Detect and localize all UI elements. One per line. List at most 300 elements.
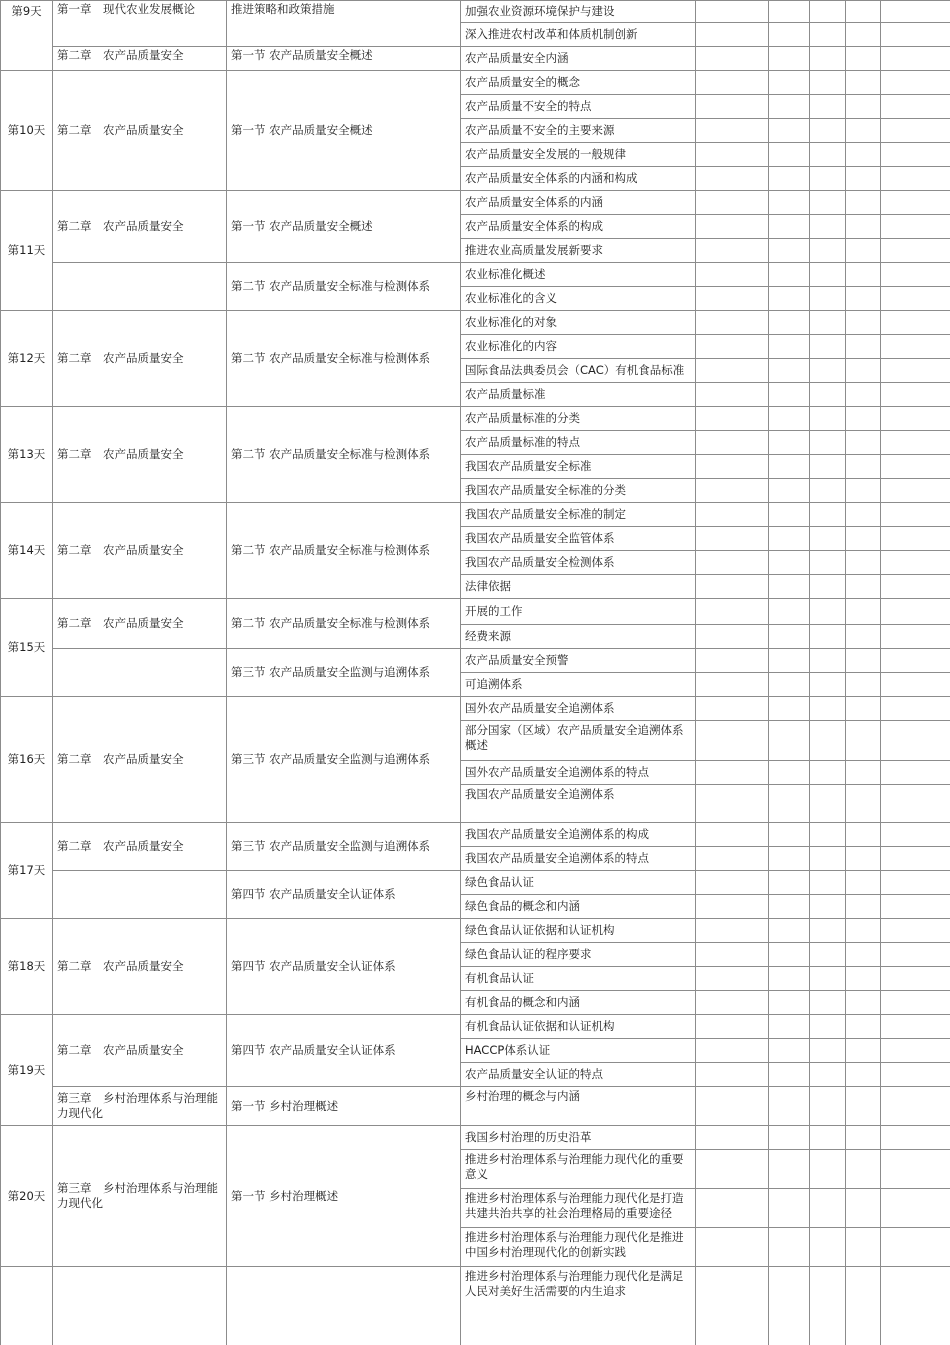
- check-cell[interactable]: [881, 1087, 950, 1126]
- check-cell[interactable]: [769, 649, 810, 673]
- check-cell[interactable]: [846, 943, 881, 967]
- check-cell[interactable]: [881, 1228, 950, 1267]
- check-cell[interactable]: [881, 1150, 950, 1189]
- check-cell[interactable]: [881, 1039, 950, 1063]
- check-cell[interactable]: [881, 527, 950, 551]
- check-cell[interactable]: [881, 575, 950, 599]
- topic-cell: 加强农业资源环境保护与建设: [461, 1, 696, 23]
- section-cell: 第一节 农产品质量安全概述: [227, 71, 461, 191]
- check-cell[interactable]: [696, 1039, 769, 1063]
- check-cell[interactable]: [881, 71, 950, 95]
- check-cell[interactable]: [881, 1, 950, 23]
- check-cell[interactable]: [769, 1150, 810, 1189]
- check-cell[interactable]: [846, 721, 881, 761]
- check-cell[interactable]: [769, 455, 810, 479]
- check-cell[interactable]: [846, 871, 881, 895]
- check-cell[interactable]: [810, 967, 846, 991]
- check-cell[interactable]: [769, 215, 810, 239]
- check-cell[interactable]: [696, 919, 769, 943]
- check-cell[interactable]: [846, 119, 881, 143]
- check-cell[interactable]: [769, 823, 810, 847]
- check-cell[interactable]: [846, 287, 881, 311]
- check-cell[interactable]: [881, 239, 950, 263]
- check-cell[interactable]: [769, 383, 810, 407]
- check-cell[interactable]: [769, 47, 810, 71]
- check-cell[interactable]: [769, 71, 810, 95]
- check-cell[interactable]: [846, 71, 881, 95]
- section-cell: [227, 1267, 461, 1345]
- check-cell[interactable]: [846, 697, 881, 721]
- check-cell[interactable]: [881, 23, 950, 47]
- check-cell[interactable]: [769, 119, 810, 143]
- check-cell[interactable]: [846, 431, 881, 455]
- topic-cell: 我国农产品质量安全追溯体系的特点: [461, 847, 696, 871]
- check-cell[interactable]: [810, 71, 846, 95]
- topic-cell: 农产品质量安全的概念: [461, 71, 696, 95]
- check-cell[interactable]: [846, 383, 881, 407]
- topic-cell: 农产品质量安全内涵: [461, 47, 696, 71]
- check-cell[interactable]: [769, 599, 810, 625]
- check-cell[interactable]: [769, 407, 810, 431]
- check-cell[interactable]: [696, 263, 769, 287]
- check-cell[interactable]: [810, 191, 846, 215]
- section-cell: 第二节 农产品质量安全标准与检测体系: [227, 311, 461, 407]
- table-row: [1, 871, 950, 895]
- check-cell[interactable]: [696, 1189, 769, 1228]
- topic-cell: 国外农产品质量安全追溯体系的特点: [461, 761, 696, 785]
- check-cell[interactable]: [810, 167, 846, 191]
- check-cell[interactable]: [696, 673, 769, 697]
- topic-cell: 我国农产品质量安全标准的制定: [461, 503, 696, 527]
- check-cell[interactable]: [881, 847, 950, 871]
- day-cell: 第11天: [1, 191, 53, 311]
- check-cell[interactable]: [881, 895, 950, 919]
- check-cell[interactable]: [810, 1267, 846, 1345]
- check-cell[interactable]: [810, 721, 846, 761]
- check-cell[interactable]: [769, 143, 810, 167]
- check-cell[interactable]: [810, 1039, 846, 1063]
- topic-cell: 深入推进农村改革和体质机制创新: [461, 23, 696, 47]
- check-cell[interactable]: [769, 311, 810, 335]
- table-row: [1, 71, 950, 95]
- section-cell: 第二节 农产品质量安全标准与检测体系: [227, 407, 461, 503]
- check-cell[interactable]: [810, 455, 846, 479]
- check-cell[interactable]: [810, 479, 846, 503]
- check-cell[interactable]: [696, 1228, 769, 1267]
- check-cell[interactable]: [769, 551, 810, 575]
- check-cell[interactable]: [696, 697, 769, 721]
- check-cell[interactable]: [846, 215, 881, 239]
- check-cell[interactable]: [846, 1087, 881, 1126]
- check-cell[interactable]: [810, 143, 846, 167]
- check-cell[interactable]: [881, 625, 950, 649]
- check-cell[interactable]: [810, 991, 846, 1015]
- check-cell[interactable]: [696, 119, 769, 143]
- check-cell[interactable]: [696, 785, 769, 823]
- day-cell: [1, 1267, 53, 1345]
- check-cell[interactable]: [769, 943, 810, 967]
- check-cell[interactable]: [810, 23, 846, 47]
- check-cell[interactable]: [810, 895, 846, 919]
- check-cell[interactable]: [696, 625, 769, 649]
- check-cell[interactable]: [810, 215, 846, 239]
- check-cell[interactable]: [810, 575, 846, 599]
- check-cell[interactable]: [696, 71, 769, 95]
- check-cell[interactable]: [696, 649, 769, 673]
- table-row: [1, 407, 950, 431]
- check-cell[interactable]: [810, 1228, 846, 1267]
- check-cell[interactable]: [696, 335, 769, 359]
- day-cell: 第19天: [1, 1015, 53, 1126]
- section-cell: 第一节 农产品质量安全概述: [227, 191, 461, 263]
- table-row: [1, 1087, 950, 1126]
- check-cell[interactable]: [881, 919, 950, 943]
- check-cell[interactable]: [810, 919, 846, 943]
- check-cell[interactable]: [810, 847, 846, 871]
- check-cell[interactable]: [769, 359, 810, 383]
- check-cell[interactable]: [696, 431, 769, 455]
- check-cell[interactable]: [846, 967, 881, 991]
- check-cell[interactable]: [810, 673, 846, 697]
- check-cell[interactable]: [769, 721, 810, 761]
- check-cell[interactable]: [846, 1228, 881, 1267]
- check-cell[interactable]: [846, 23, 881, 47]
- check-cell[interactable]: [846, 1039, 881, 1063]
- check-cell[interactable]: [769, 967, 810, 991]
- check-cell[interactable]: [881, 943, 950, 967]
- check-cell[interactable]: [881, 95, 950, 119]
- topic-cell: 农产品质量安全发展的一般规律: [461, 143, 696, 167]
- check-cell[interactable]: [846, 143, 881, 167]
- topic-cell: 开展的工作: [461, 599, 696, 625]
- check-cell[interactable]: [881, 431, 950, 455]
- check-cell[interactable]: [696, 1150, 769, 1189]
- check-cell[interactable]: [769, 871, 810, 895]
- check-cell[interactable]: [881, 1015, 950, 1039]
- check-cell[interactable]: [769, 1039, 810, 1063]
- check-cell[interactable]: [769, 479, 810, 503]
- check-cell[interactable]: [881, 721, 950, 761]
- check-cell[interactable]: [696, 599, 769, 625]
- check-cell[interactable]: [881, 215, 950, 239]
- table-row: [1, 1, 950, 23]
- check-cell[interactable]: [696, 143, 769, 167]
- topic-cell: 绿色食品认证的程序要求: [461, 943, 696, 967]
- check-cell[interactable]: [769, 1087, 810, 1126]
- topic-cell: 推进乡村治理体系与治理能力现代化是推进中国乡村治理现代化的创新实践: [461, 1228, 696, 1267]
- check-cell[interactable]: [769, 847, 810, 871]
- topic-cell: 绿色食品认证: [461, 871, 696, 895]
- check-cell[interactable]: [846, 1015, 881, 1039]
- check-cell[interactable]: [846, 599, 881, 625]
- check-cell[interactable]: [881, 167, 950, 191]
- check-cell[interactable]: [881, 673, 950, 697]
- check-cell[interactable]: [810, 1, 846, 23]
- check-cell[interactable]: [696, 407, 769, 431]
- check-cell[interactable]: [881, 697, 950, 721]
- check-cell[interactable]: [881, 455, 950, 479]
- check-cell[interactable]: [696, 191, 769, 215]
- table-row: [1, 1126, 950, 1150]
- check-cell[interactable]: [769, 431, 810, 455]
- check-cell[interactable]: [769, 239, 810, 263]
- check-cell[interactable]: [881, 359, 950, 383]
- check-cell[interactable]: [846, 761, 881, 785]
- check-cell[interactable]: [810, 527, 846, 551]
- check-cell[interactable]: [810, 503, 846, 527]
- check-cell[interactable]: [810, 1126, 846, 1150]
- check-cell[interactable]: [769, 673, 810, 697]
- table-row: [1, 919, 950, 943]
- check-cell[interactable]: [769, 1126, 810, 1150]
- check-cell[interactable]: [810, 119, 846, 143]
- check-cell[interactable]: [769, 503, 810, 527]
- check-cell[interactable]: [881, 503, 950, 527]
- check-cell[interactable]: [769, 991, 810, 1015]
- check-cell[interactable]: [810, 1150, 846, 1189]
- check-cell[interactable]: [696, 239, 769, 263]
- check-cell[interactable]: [810, 431, 846, 455]
- check-cell[interactable]: [846, 1063, 881, 1087]
- check-cell[interactable]: [881, 143, 950, 167]
- check-cell[interactable]: [769, 1228, 810, 1267]
- check-cell[interactable]: [810, 649, 846, 673]
- check-cell[interactable]: [846, 503, 881, 527]
- check-cell[interactable]: [846, 991, 881, 1015]
- check-cell[interactable]: [810, 407, 846, 431]
- check-cell[interactable]: [696, 215, 769, 239]
- check-cell[interactable]: [696, 23, 769, 47]
- check-cell[interactable]: [846, 455, 881, 479]
- check-cell[interactable]: [846, 575, 881, 599]
- check-cell[interactable]: [846, 95, 881, 119]
- check-cell[interactable]: [810, 359, 846, 383]
- check-cell[interactable]: [696, 1087, 769, 1126]
- check-cell[interactable]: [769, 761, 810, 785]
- check-cell[interactable]: [810, 383, 846, 407]
- check-cell[interactable]: [769, 1267, 810, 1345]
- check-cell[interactable]: [810, 1189, 846, 1228]
- check-cell[interactable]: [846, 785, 881, 823]
- check-cell[interactable]: [881, 967, 950, 991]
- check-cell[interactable]: [881, 991, 950, 1015]
- check-cell[interactable]: [881, 47, 950, 71]
- check-cell[interactable]: [881, 335, 950, 359]
- check-cell[interactable]: [846, 263, 881, 287]
- check-cell[interactable]: [881, 191, 950, 215]
- check-cell[interactable]: [846, 625, 881, 649]
- check-cell[interactable]: [846, 239, 881, 263]
- check-cell[interactable]: [696, 455, 769, 479]
- check-cell[interactable]: [810, 311, 846, 335]
- check-cell[interactable]: [696, 551, 769, 575]
- chapter-cell: 第二章 农产品质量安全: [53, 1015, 227, 1087]
- check-cell[interactable]: [769, 625, 810, 649]
- check-cell[interactable]: [696, 167, 769, 191]
- check-cell[interactable]: [846, 847, 881, 871]
- check-cell[interactable]: [846, 335, 881, 359]
- topic-cell: 农产品质量安全体系的构成: [461, 215, 696, 239]
- check-cell[interactable]: [881, 761, 950, 785]
- check-cell[interactable]: [810, 625, 846, 649]
- check-cell[interactable]: [846, 673, 881, 697]
- check-cell[interactable]: [881, 599, 950, 625]
- check-cell[interactable]: [769, 23, 810, 47]
- check-cell[interactable]: [769, 1015, 810, 1039]
- check-cell[interactable]: [696, 721, 769, 761]
- check-cell[interactable]: [769, 1063, 810, 1087]
- check-cell[interactable]: [769, 287, 810, 311]
- check-cell[interactable]: [846, 1126, 881, 1150]
- check-cell[interactable]: [769, 575, 810, 599]
- check-cell[interactable]: [696, 761, 769, 785]
- check-cell[interactable]: [810, 239, 846, 263]
- check-cell[interactable]: [810, 871, 846, 895]
- check-cell[interactable]: [846, 479, 881, 503]
- check-cell[interactable]: [696, 871, 769, 895]
- check-cell[interactable]: [696, 95, 769, 119]
- check-cell[interactable]: [846, 1, 881, 23]
- topic-cell: 绿色食品认证依据和认证机构: [461, 919, 696, 943]
- check-cell[interactable]: [696, 1267, 769, 1345]
- check-cell[interactable]: [696, 943, 769, 967]
- check-cell[interactable]: [846, 551, 881, 575]
- check-cell[interactable]: [846, 895, 881, 919]
- check-cell[interactable]: [696, 1, 769, 23]
- check-cell[interactable]: [696, 383, 769, 407]
- check-cell[interactable]: [769, 95, 810, 119]
- check-cell[interactable]: [810, 95, 846, 119]
- check-cell[interactable]: [696, 1126, 769, 1150]
- check-cell[interactable]: [696, 575, 769, 599]
- check-cell[interactable]: [769, 697, 810, 721]
- check-cell[interactable]: [810, 1087, 846, 1126]
- check-cell[interactable]: [769, 1189, 810, 1228]
- check-cell[interactable]: [810, 287, 846, 311]
- topic-cell: 我国农产品质量安全监管体系: [461, 527, 696, 551]
- check-cell[interactable]: [810, 47, 846, 71]
- check-cell[interactable]: [881, 785, 950, 823]
- check-cell[interactable]: [810, 1063, 846, 1087]
- check-cell[interactable]: [810, 551, 846, 575]
- check-cell[interactable]: [696, 823, 769, 847]
- topic-cell: 推进农业高质量发展新要求: [461, 239, 696, 263]
- topic-cell: 法律依据: [461, 575, 696, 599]
- check-cell[interactable]: [881, 407, 950, 431]
- check-cell[interactable]: [769, 167, 810, 191]
- section-cell: 第一节 乡村治理概述: [227, 1087, 461, 1126]
- check-cell[interactable]: [810, 943, 846, 967]
- check-cell[interactable]: [769, 919, 810, 943]
- topic-cell: 农产品质量安全体系的内涵和构成: [461, 167, 696, 191]
- check-cell[interactable]: [846, 527, 881, 551]
- check-cell[interactable]: [881, 479, 950, 503]
- check-cell[interactable]: [846, 167, 881, 191]
- check-cell[interactable]: [846, 1267, 881, 1345]
- check-cell[interactable]: [846, 649, 881, 673]
- check-cell[interactable]: [696, 527, 769, 551]
- check-cell[interactable]: [881, 1126, 950, 1150]
- check-cell[interactable]: [696, 967, 769, 991]
- check-cell[interactable]: [696, 479, 769, 503]
- check-cell[interactable]: [769, 335, 810, 359]
- day-cell: 第14天: [1, 503, 53, 599]
- check-cell[interactable]: [769, 527, 810, 551]
- check-cell[interactable]: [696, 1063, 769, 1087]
- check-cell[interactable]: [846, 47, 881, 71]
- check-cell[interactable]: [696, 287, 769, 311]
- check-cell[interactable]: [881, 263, 950, 287]
- check-cell[interactable]: [696, 47, 769, 71]
- check-cell[interactable]: [881, 551, 950, 575]
- check-cell[interactable]: [810, 823, 846, 847]
- check-cell[interactable]: [881, 871, 950, 895]
- check-cell[interactable]: [881, 1189, 950, 1228]
- check-cell[interactable]: [881, 119, 950, 143]
- check-cell[interactable]: [846, 1189, 881, 1228]
- check-cell[interactable]: [696, 503, 769, 527]
- check-cell[interactable]: [810, 697, 846, 721]
- topic-cell: 乡村治理的概念与内涵: [461, 1087, 696, 1126]
- topic-cell: 绿色食品的概念和内涵: [461, 895, 696, 919]
- check-cell[interactable]: [846, 823, 881, 847]
- table-row: [1, 649, 950, 673]
- check-cell[interactable]: [810, 263, 846, 287]
- day-cell: 第16天: [1, 697, 53, 823]
- check-cell[interactable]: [810, 785, 846, 823]
- check-cell[interactable]: [881, 287, 950, 311]
- topic-cell: 农产品质量安全体系的内涵: [461, 191, 696, 215]
- check-cell[interactable]: [810, 335, 846, 359]
- check-cell[interactable]: [846, 359, 881, 383]
- check-cell[interactable]: [846, 1150, 881, 1189]
- table-row: [1, 311, 950, 335]
- check-cell[interactable]: [881, 823, 950, 847]
- check-cell[interactable]: [769, 895, 810, 919]
- topic-cell: 农产品质量标准的分类: [461, 407, 696, 431]
- check-cell[interactable]: [696, 359, 769, 383]
- check-cell[interactable]: [881, 1267, 950, 1345]
- check-cell[interactable]: [769, 263, 810, 287]
- check-cell[interactable]: [846, 311, 881, 335]
- check-cell[interactable]: [846, 191, 881, 215]
- section-cell: 第三节 农产品质量安全监测与追溯体系: [227, 823, 461, 871]
- chapter-cell: 第二章 农产品质量安全: [53, 407, 227, 503]
- table-row: [1, 263, 950, 287]
- check-cell[interactable]: [696, 991, 769, 1015]
- check-cell[interactable]: [881, 1063, 950, 1087]
- topic-cell: 推进乡村治理体系与治理能力现代化是满足人民对美好生活需要的内生追求: [461, 1267, 696, 1345]
- check-cell[interactable]: [881, 649, 950, 673]
- check-cell[interactable]: [810, 1015, 846, 1039]
- check-cell[interactable]: [696, 847, 769, 871]
- table-row: [1, 823, 950, 847]
- check-cell[interactable]: [810, 599, 846, 625]
- check-cell[interactable]: [769, 191, 810, 215]
- check-cell[interactable]: [769, 1, 810, 23]
- section-cell: 第四节 农产品质量安全认证体系: [227, 871, 461, 919]
- check-cell[interactable]: [769, 785, 810, 823]
- check-cell[interactable]: [696, 895, 769, 919]
- check-cell[interactable]: [696, 1015, 769, 1039]
- check-cell[interactable]: [810, 761, 846, 785]
- check-cell[interactable]: [881, 311, 950, 335]
- check-cell[interactable]: [881, 383, 950, 407]
- check-cell[interactable]: [696, 311, 769, 335]
- check-cell[interactable]: [846, 407, 881, 431]
- check-cell[interactable]: [846, 919, 881, 943]
- chapter-cell: [53, 1267, 227, 1345]
